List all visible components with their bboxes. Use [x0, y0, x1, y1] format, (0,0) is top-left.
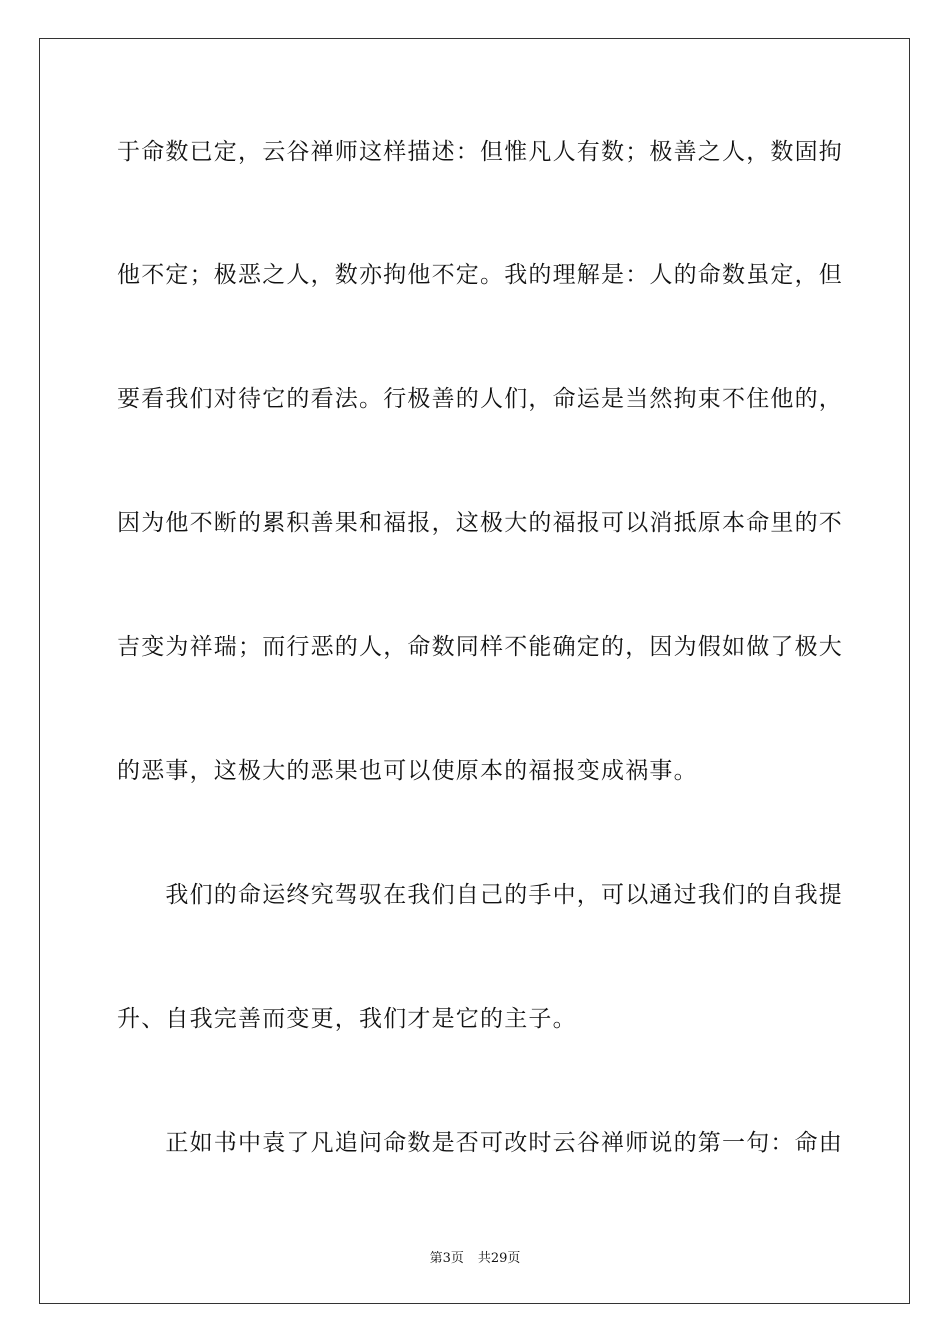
text-line-4: 因为他不断的累积善果和福报，这极大的福报可以消抵原本命里的不 — [117, 510, 843, 536]
text-line-1: 于命数已定，云谷禅师这样描述：但惟凡人有数；极善之人，数固拘 — [117, 139, 843, 165]
page-total: 共29页 — [477, 1251, 521, 1266]
text-line-2: 他不定；极恶之人，数亦拘他不定。我的理解是：人的命数虽定，但 — [117, 262, 843, 288]
page-footer — [0, 1247, 950, 1266]
page-number: 第3页 — [429, 1251, 464, 1266]
text-line-8: 升、自我完善而变更，我们才是它的主子。 — [117, 1006, 577, 1032]
text-line-3: 要看我们对待它的看法。行极善的人们，命运是当然拘束不住他的， — [117, 386, 843, 412]
text-line-6: 的恶事，这极大的恶果也可以使原本的福报变成祸事。 — [117, 758, 698, 784]
text-line-7: 我们的命运终究驾驭在我们自己的手中，可以通过我们的自我提 — [117, 882, 843, 908]
text-line-5: 吉变为祥瑞；而行恶的人，命数同样不能确定的，因为假如做了极大 — [117, 634, 843, 660]
text-line-9: 正如书中袁了凡追问命数是否可改时云谷禅师说的第一句：命由 — [117, 1130, 843, 1156]
page-border — [39, 38, 910, 1304]
